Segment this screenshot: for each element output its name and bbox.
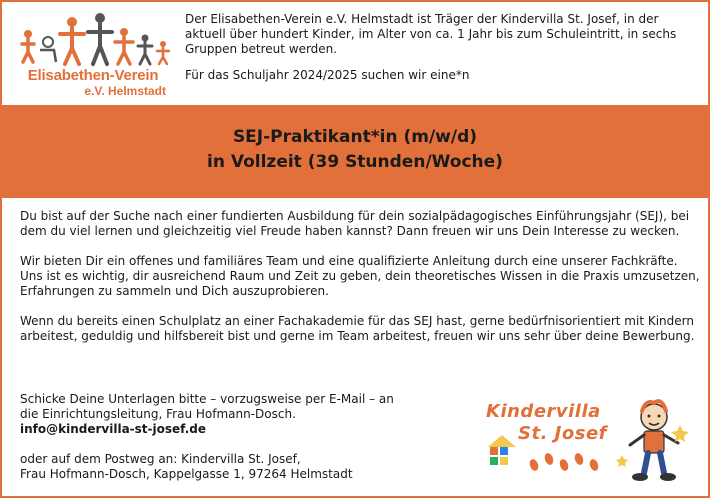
- intro-paragraph-1: Der Elisabethen-Verein e.V. Helmstadt ist Träger der Kindervilla St. Josef, in der aktuell über hundert Kinder, im Alter von ca. 1 Jahr bis zum Schuleintritt, in sechs Gruppen betreut werden.: [185, 12, 677, 56]
- header: [2, 2, 708, 104]
- body-paragraph-3: Wenn du bereits einen Schulplatz an einer Fachakademie für das SEJ hast, gerne bedürfnisorientiert mit Kindern arbeitest, geduldig und hilfsbereit bist und gerne im Team arbeitest, freuen wir uns sehr über deine Bewerbung.: [20, 314, 695, 343]
- body-paragraph-2: Wir bieten Dir ein offenes und familiäres Team und eine qualifizierte Anleitung durch eine unserer Fachkräfte. Uns ist es wichtig, dir ausreichend Raum und Zeit zu geben, dein theoretisches Wissen in die Praxis umzusetzen, Erfahrungen zu sammeln und Dich auszuprobieren.: [20, 254, 700, 298]
- contact-email-link[interactable]: info@kindervilla-st-josef.de: [20, 422, 206, 436]
- intro-paragraph-2: Für das Schuljahr 2024/2025 suchen wir eine*n: [185, 68, 470, 82]
- kindervilla-subname: St. Josef: [518, 423, 607, 444]
- job-title-banner: [2, 105, 708, 198]
- body-text: [20, 209, 700, 359]
- body-paragraph-1: Du bist auf der Suche nach einer fundierten Ausbildung für dein sozialpädagogisches Einführungsjahr (SEJ), bei dem du viel lernen und gleichzeitig viel Freude haben kannst? Dann freuen wir uns Dein Interesse zu wecken.: [20, 209, 690, 238]
- logo-name: Elisabethen-Verein: [27, 67, 159, 84]
- kindervilla-logo: [474, 395, 702, 493]
- job-title: SEJ-Praktikant*in (m/w/d): [232, 127, 478, 147]
- kindervilla-name: Kindervilla: [486, 401, 601, 422]
- contact-info: [20, 392, 460, 482]
- logo-subtitle: e.V. Helmstadt: [84, 84, 166, 98]
- contact-line-1: Schicke Deine Unterlagen bitte – vorzugsweise per E-Mail – an: [20, 392, 394, 406]
- postal-line-2: Frau Hofmann-Dosch, Kappelgasse 1, 97264 Helmstadt: [20, 467, 353, 481]
- postal-line-1: oder auf dem Postweg an: Kindervilla St. Josef,: [20, 452, 301, 466]
- job-hours: in Vollzeit (39 Stunden/Woche): [207, 152, 503, 172]
- elisabethen-verein-logo: [14, 12, 172, 100]
- contact-line-2: die Einrichtungsleitung, Frau Hofmann-Dosch.: [20, 407, 296, 421]
- intro-text: [185, 12, 690, 83]
- family-figures-icon: [14, 12, 172, 68]
